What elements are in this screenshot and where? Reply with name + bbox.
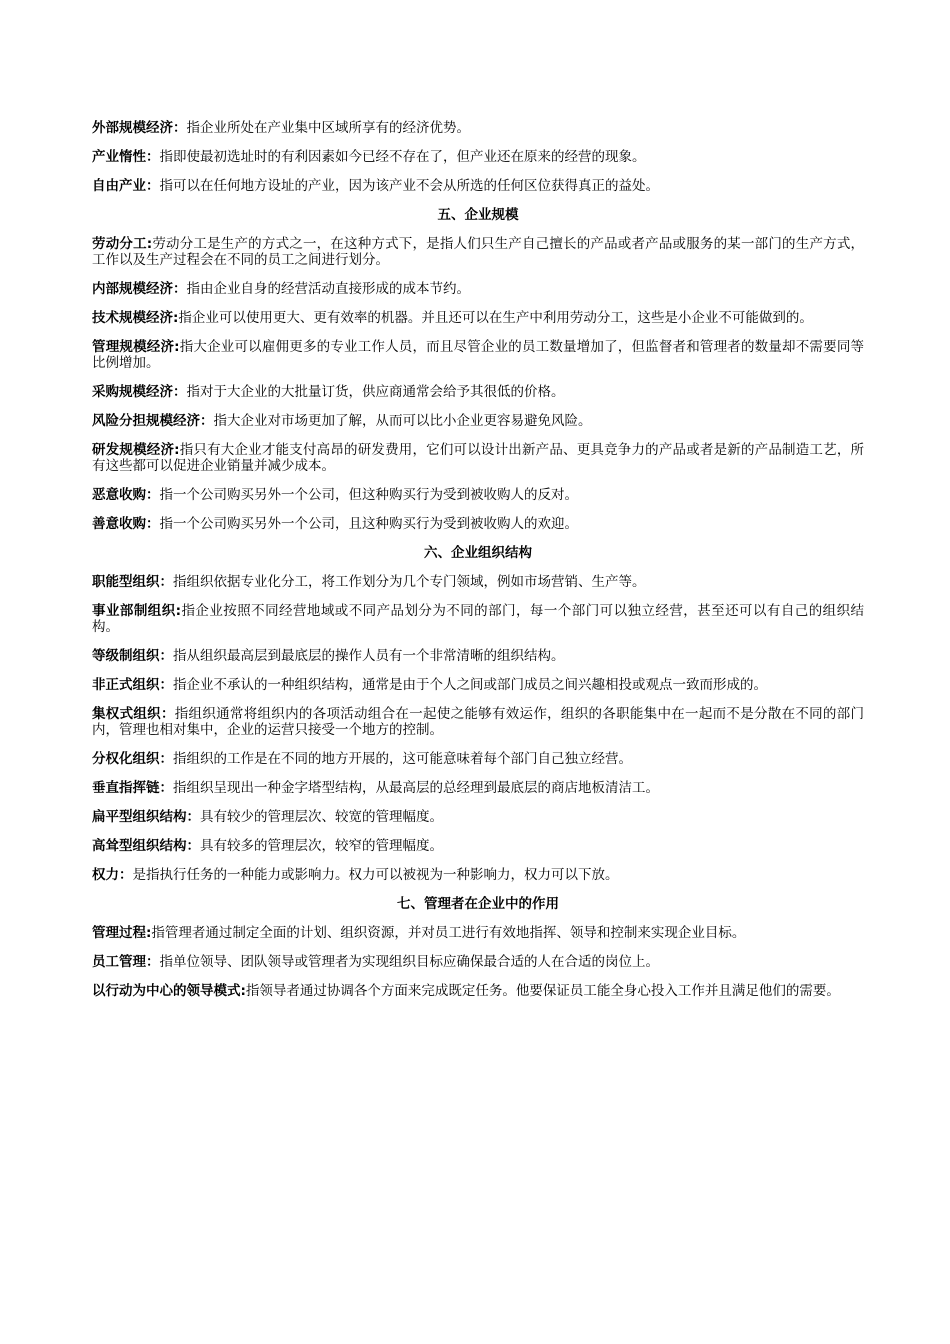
definition-text: 劳动分工是生产的方式之一，在这种方式下，是指人们只生产自己擅长的产品或者产品或服务的某一部门的生产方式，工作以及生产过程会在不同的员工之间进行划分。 xyxy=(92,236,865,268)
definition-text: 指组织依据专业化分工，将工作划分为几个专门领域，例如市场营销、生产等。 xyxy=(173,574,646,590)
definition-text: 指即使最初选址时的有利因素如今已经不存在了，但产业还在原来的经营的现象。 xyxy=(159,149,646,165)
term-label: 内部规模经济 xyxy=(92,281,173,297)
term-label: 外部规模经济 xyxy=(92,120,173,136)
definition-text: 指一个公司购买另外一个公司，但这种购买行为受到被收购人的反对。 xyxy=(159,487,578,503)
definition-text: 指领导者通过协调各个方面来完成既定任务。他要保证员工能全身心投入工作并且满足他们的需要。 xyxy=(245,983,840,999)
definition-text: 指只有大企业才能支付高昂的研发费用，它们可以设计出新产品、更具竞争力的产品或者是新的产品制造工艺，所有这些都可以促进企业销量并减少成本。 xyxy=(92,442,865,474)
term-separator: ： xyxy=(173,120,187,136)
term-label: 集权式组织 xyxy=(92,706,161,722)
definition-text: 指单位领导、团队领导或管理者为实现组织目标应确保最合适的人在合适的岗位上。 xyxy=(159,954,659,970)
term-separator: : xyxy=(240,983,246,999)
term-label: 扁平型组织结构 xyxy=(92,809,187,825)
term-separator: : xyxy=(173,310,179,326)
definition-text: 指企业按照不同经营地域或不同产品划分为不同的部门，每一个部门可以独立经营，甚至还可以有自己的组织结构。 xyxy=(92,603,865,635)
definition-text: 指企业可以使用更大、更有效率的机器。并且还可以在生产中利用劳动分工，这些是小企业不可能做到的。 xyxy=(178,310,813,326)
definition-entry xyxy=(92,574,864,590)
definition-entry xyxy=(92,809,864,825)
term-label: 以行动为中心的领导模式 xyxy=(92,983,241,999)
definition-text: 指组织的工作是在不同的地方开展的，这可能意味着每个部门自己独立经营。 xyxy=(173,751,632,767)
definition-entry xyxy=(92,648,864,664)
term-label: 管理规模经济 xyxy=(92,339,175,355)
definition-text: 指一个公司购买另外一个公司，且这种购买行为受到被收购人的欢迎。 xyxy=(159,516,578,532)
term-separator: ： xyxy=(159,780,173,796)
definition-entry xyxy=(92,487,864,503)
definition-entry xyxy=(92,384,864,400)
term-separator: ： xyxy=(160,706,175,722)
definition-text: 指组织呈现出一种金字塔型结构，从最高层的总经理到最底层的商店地板清洁工。 xyxy=(173,780,659,796)
definition-text: 具有较多的管理层次，较窄的管理幅度。 xyxy=(200,838,443,854)
section-heading: 六、企业组织结构 xyxy=(424,545,532,561)
definition-text: 指管理者通过制定全面的计划、组织资源，并对员工进行有效地指挥、领导和控制来实现企业目标。 xyxy=(151,925,746,941)
definition-text: 具有较少的管理层次、较宽的管理幅度。 xyxy=(200,809,443,825)
term-separator: ： xyxy=(173,281,187,297)
term-label: 技术规模经济 xyxy=(92,310,173,326)
definition-entry xyxy=(92,706,864,738)
definition-text: 是指执行任务的一种能力或影响力。权力可以被视为一种影响力，权力可以下放。 xyxy=(132,867,619,883)
term-separator: ： xyxy=(119,867,133,883)
definition-entry xyxy=(92,442,864,474)
term-separator: ： xyxy=(146,178,160,194)
definition-entry xyxy=(92,983,864,999)
term-separator: ： xyxy=(186,838,200,854)
term-label: 职能型组织 xyxy=(92,574,160,590)
term-label: 员工管理 xyxy=(92,954,146,970)
definition-entry xyxy=(92,603,864,635)
term-separator: ： xyxy=(186,809,200,825)
term-label: 管理过程 xyxy=(92,925,146,941)
term-separator: ： xyxy=(159,574,173,590)
definition-entry xyxy=(92,751,864,767)
definition-text: 指由企业自身的经营活动直接形成的成本节约。 xyxy=(186,281,470,297)
definition-entry xyxy=(92,178,864,194)
definition-entry xyxy=(92,780,864,796)
definition-entry xyxy=(92,838,864,854)
term-label: 事业部制组织 xyxy=(92,603,176,619)
definition-entry xyxy=(92,954,864,970)
term-separator: ： xyxy=(146,516,160,532)
definition-text: 指大企业对市场更加了解，从而可以比小企业更容易避免风险。 xyxy=(213,413,592,429)
term-label: 垂直指挥链 xyxy=(92,780,160,796)
definition-text: 指大企业可以雇佣更多的专业工作人员，而且尽管企业的员工数量增加了，但监督者和管理者的数量却不需要同等比例增加。 xyxy=(92,339,865,371)
term-label: 研发规模经济 xyxy=(92,442,175,458)
definition-text: 指组织通常将组织内的各项活动组合在一起使之能够有效运作，组织的各职能集中在一起而不是分散在不同的部门内，管理也相对集中，企业的运营只接受一个地方的控制。 xyxy=(92,706,865,738)
term-separator: : xyxy=(146,236,153,252)
term-separator: ： xyxy=(146,149,160,165)
term-separator: : xyxy=(146,925,152,941)
term-separator: : xyxy=(174,339,180,355)
term-label: 分权化组织 xyxy=(92,751,160,767)
definition-text: 指从组织最高层到最底层的操作人员有一个非常清晰的组织结构。 xyxy=(173,648,565,664)
term-separator: : xyxy=(174,442,180,458)
term-label: 权力 xyxy=(92,867,119,883)
definition-entry xyxy=(92,516,864,532)
term-separator: ： xyxy=(146,954,160,970)
term-label: 采购规模经济 xyxy=(92,384,173,400)
definition-entry xyxy=(92,149,864,165)
definition-entry xyxy=(92,310,864,326)
term-separator: ： xyxy=(200,413,214,429)
definition-entry xyxy=(92,236,864,268)
definition-entry xyxy=(92,413,864,429)
definition-entry xyxy=(92,120,864,136)
term-separator: : xyxy=(175,603,182,619)
term-label: 恶意收购 xyxy=(92,487,146,503)
definition-entry xyxy=(92,677,864,693)
term-label: 非正式组织 xyxy=(92,677,160,693)
definition-text: 指企业所处在产业集中区域所享有的经济优势。 xyxy=(186,120,470,136)
term-separator: ： xyxy=(159,648,173,664)
term-label: 自由产业 xyxy=(92,178,146,194)
term-label: 善意收购 xyxy=(92,516,146,532)
term-label: 风险分担规模经济 xyxy=(92,413,200,429)
definition-text: 指企业不承认的一种组织结构，通常是由于个人之间或部门成员之间兴趣相投或观点一致而形成的。 xyxy=(173,677,767,693)
definition-text: 指可以在任何地方设址的产业，因为该产业不会从所选的任何区位获得真正的益处。 xyxy=(159,178,659,194)
term-separator: ： xyxy=(159,677,173,693)
definition-entry xyxy=(92,281,864,297)
term-label: 劳动分工 xyxy=(92,236,147,252)
term-label: 高耸型组织结构 xyxy=(92,838,187,854)
document-page xyxy=(92,120,864,1012)
definition-entry xyxy=(92,867,864,883)
definition-entry xyxy=(92,339,864,371)
term-label: 产业惰性 xyxy=(92,149,146,165)
section-heading: 五、企业规模 xyxy=(437,207,519,223)
term-separator: ： xyxy=(146,487,160,503)
term-label: 等级制组织 xyxy=(92,648,160,664)
section-heading: 七、管理者在企业中的作用 xyxy=(397,896,559,912)
term-separator: ： xyxy=(159,751,173,767)
definition-text: 指对于大企业的大批量订货，供应商通常会给予其很低的价格。 xyxy=(186,384,565,400)
term-separator: ： xyxy=(173,384,187,400)
definition-entry xyxy=(92,925,864,941)
